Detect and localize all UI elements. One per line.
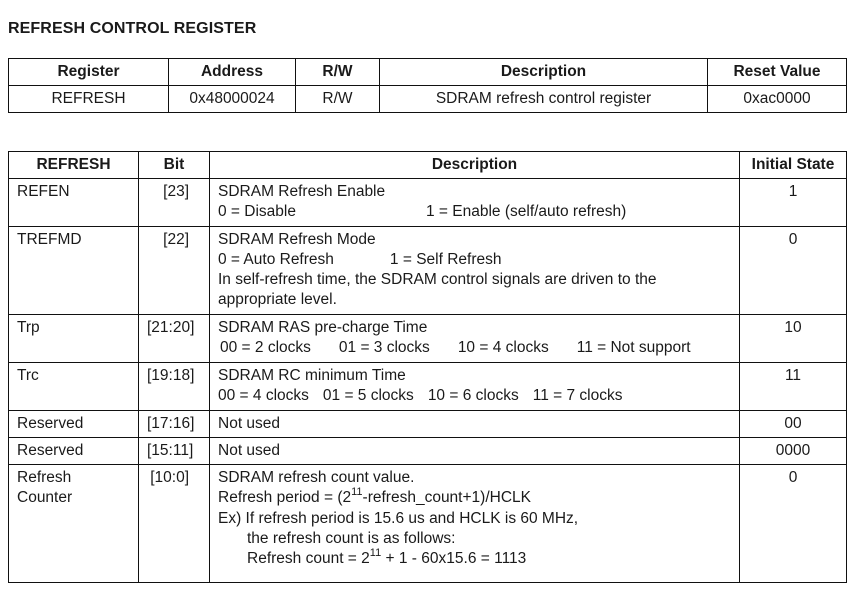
description-title: SDRAM RC minimum Time	[218, 367, 406, 384]
field-bit: [19:18]	[139, 363, 210, 411]
table-row	[9, 179, 847, 227]
field-initial-state: 1	[740, 179, 847, 227]
table-row	[9, 363, 847, 411]
formula-exponent: 11	[351, 485, 363, 498]
option-text: 01 = 3 clocks	[338, 339, 430, 356]
table-row	[9, 227, 847, 315]
cell-register: REFRESH	[9, 86, 169, 113]
bit-field-table	[8, 151, 847, 583]
formula-text: Refresh count = 2	[247, 550, 370, 567]
description-title: SDRAM refresh count value.	[218, 469, 415, 486]
field-initial-state: 0	[740, 465, 847, 583]
field-name: Reserved	[9, 411, 139, 438]
field-bit: [23]	[139, 179, 210, 227]
description-options	[218, 250, 731, 270]
field-bit: [15:11]	[139, 438, 210, 465]
field-description: Not used	[210, 411, 740, 438]
header-field-description: Description	[210, 152, 740, 179]
refresh-period-formula	[218, 485, 731, 508]
page-title: REFRESH CONTROL REGISTER	[8, 20, 257, 37]
table-row	[9, 438, 847, 465]
example-formula	[218, 546, 731, 569]
description-options	[218, 202, 731, 222]
header-reset-value: Reset Value	[708, 59, 847, 86]
description-title: SDRAM Refresh Mode	[218, 231, 376, 248]
formula-text: Refresh period = (2	[218, 489, 352, 506]
option-text: 1 = Self Refresh	[389, 251, 502, 268]
header-initial-state: Initial State	[740, 152, 847, 179]
option-text: 10 = 4 clocks	[457, 339, 549, 356]
field-description: Not used	[210, 438, 740, 465]
field-name	[9, 465, 139, 583]
field-bit: [22]	[139, 227, 210, 315]
table-row	[9, 315, 847, 363]
option-text: 00 = 2 clocks	[220, 339, 311, 356]
field-name: Trc	[9, 363, 139, 411]
field-description	[210, 465, 740, 583]
cell-description: SDRAM refresh control register	[380, 86, 708, 113]
option-text: 11 = 7 clocks	[532, 387, 623, 404]
example-line: the refresh count is as follows:	[247, 530, 456, 547]
option-text: 10 = 6 clocks	[427, 387, 519, 404]
option-text: 1 = Enable (self/auto refresh)	[425, 203, 627, 220]
register-table-header-row	[9, 59, 847, 86]
table-row	[9, 465, 847, 583]
field-description	[210, 363, 740, 411]
option-text: 01 = 5 clocks	[322, 387, 414, 404]
field-description	[210, 179, 740, 227]
register-table-row	[9, 86, 847, 113]
field-name: Reserved	[9, 438, 139, 465]
field-bit: [17:16]	[139, 411, 210, 438]
option-text: 11 = Not support	[576, 339, 691, 356]
formula-text: -refresh_count+1)/HCLK	[362, 489, 531, 506]
field-name: Trp	[9, 315, 139, 363]
cell-rw: R/W	[296, 86, 380, 113]
option-text: 00 = 4 clocks	[218, 387, 309, 404]
header-address: Address	[169, 59, 296, 86]
header-description: Description	[380, 59, 708, 86]
field-name-line: Refresh	[17, 469, 72, 486]
field-name: TREFMD	[9, 227, 139, 315]
option-text: 0 = Auto Refresh	[218, 251, 334, 268]
field-initial-state: 00	[740, 411, 847, 438]
field-description	[210, 315, 740, 363]
bit-table-header-row	[9, 152, 847, 179]
description-title: SDRAM Refresh Enable	[218, 183, 386, 200]
field-bit: [10:0]	[139, 465, 210, 583]
header-rw: R/W	[296, 59, 380, 86]
table-row	[9, 411, 847, 438]
field-initial-state: 0	[740, 227, 847, 315]
description-options	[218, 338, 731, 358]
register-summary-table	[8, 58, 847, 113]
cell-address: 0x48000024	[169, 86, 296, 113]
field-initial-state: 11	[740, 363, 847, 411]
example-line: Ex) If refresh period is 15.6 us and HCLK is 60 MHz,	[218, 510, 579, 527]
description-options	[218, 386, 731, 406]
field-initial-state: 10	[740, 315, 847, 363]
field-name-line: Counter	[17, 489, 73, 506]
field-name: REFEN	[9, 179, 139, 227]
formula-exponent: 11	[369, 546, 382, 559]
cell-reset-value: 0xac0000	[708, 86, 847, 113]
field-bit: [21:20]	[139, 315, 210, 363]
header-register: Register	[9, 59, 169, 86]
field-initial-state: 0000	[740, 438, 847, 465]
description-note: appropriate level.	[218, 291, 337, 308]
description-note: In self-refresh time, the SDRAM control signals are driven to the	[218, 271, 657, 288]
description-title: SDRAM RAS pre-charge Time	[218, 319, 428, 336]
field-description	[210, 227, 740, 315]
option-text: 0 = Disable	[218, 203, 296, 220]
header-field-name: REFRESH	[9, 152, 139, 179]
formula-text: + 1 - 60x15.6 = 1113	[381, 550, 527, 567]
header-bit: Bit	[139, 152, 210, 179]
